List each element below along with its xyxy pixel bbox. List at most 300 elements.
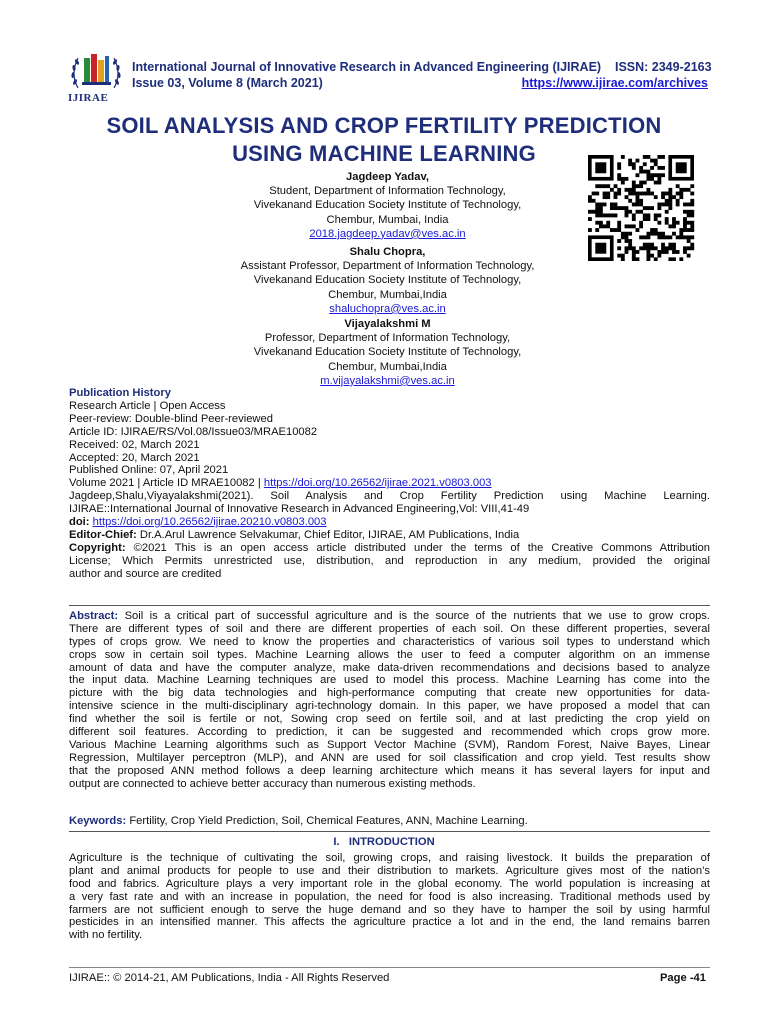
issue-info: Issue 03, Volume 8 (March 2021) [132, 76, 323, 90]
qr-module [588, 217, 592, 221]
qr-module [632, 213, 636, 217]
qr-module [650, 177, 654, 181]
qr-module [657, 250, 661, 254]
qr-module [657, 203, 661, 207]
qr-module [599, 203, 603, 207]
qr-module [599, 206, 603, 210]
qr-module [650, 246, 654, 250]
qr-module [646, 192, 650, 196]
introduction-line: Agriculture is the technique of cultivating the soil, growing crops, and raising livestock. It builds the preparation of [69, 852, 710, 864]
qr-module [617, 177, 621, 181]
qr-module [690, 228, 694, 232]
qr-module [672, 257, 676, 261]
qr-module [661, 232, 665, 236]
abstract-line [69, 649, 710, 662]
qr-module [650, 243, 654, 247]
qr-module [668, 224, 672, 228]
qr-module [690, 199, 694, 203]
paper-title-line-1: SOIL ANALYSIS AND CROP FERTILITY PREDICTION [106, 113, 662, 138]
qr-module [614, 213, 618, 217]
qr-module [676, 203, 680, 207]
qr-module [668, 235, 672, 239]
abstract [69, 610, 710, 790]
qr-module [614, 206, 618, 210]
journal-name: International Journal of Innovative Research in Advanced Engineering (IJIRAE) ISSN: 2349-2163 [132, 60, 712, 74]
qr-module [636, 173, 640, 177]
qr-module [599, 210, 603, 214]
qr-module [690, 243, 694, 247]
doi-line [69, 516, 710, 529]
qr-module [595, 192, 599, 196]
author-location: Chembur, Mumbai,India [328, 288, 447, 301]
qr-module [614, 203, 618, 207]
qr-module [665, 246, 669, 250]
qr-module [643, 181, 647, 185]
volume-text: Volume 2021 | Article ID MRAE10082 | [69, 477, 264, 490]
qr-module [595, 184, 599, 188]
qr-module [636, 195, 640, 199]
author-name: Vijayalakshmi M [344, 318, 431, 330]
qr-module [661, 192, 665, 196]
qr-module [650, 232, 654, 236]
qr-module [632, 250, 636, 254]
abstract-line [69, 687, 710, 700]
logo-text: IJIRAE [68, 92, 109, 104]
qr-module [672, 246, 676, 250]
qr-module [617, 188, 621, 192]
qr-module [646, 155, 650, 159]
qr-module [654, 257, 658, 261]
qr-module [676, 199, 680, 203]
qr-module [606, 224, 610, 228]
author-role: Student, Department of Information Technology, [269, 185, 506, 198]
section-divider [69, 831, 710, 832]
qr-module [617, 173, 621, 177]
qr-module [679, 195, 683, 199]
qr-module [657, 232, 661, 236]
qr-module [617, 239, 621, 243]
qr-module [654, 217, 658, 221]
article-id: Article ID: IJIRAE/RS/Vol.08/Issue03/MRAE10082 [69, 425, 318, 438]
qr-module [683, 217, 687, 221]
qr-module [654, 159, 658, 163]
qr-module [668, 192, 672, 196]
qr-module [654, 246, 658, 250]
qr-module [625, 246, 629, 250]
qr-module [606, 184, 610, 188]
qr-module [628, 192, 632, 196]
qr-module [687, 210, 691, 214]
qr-module [636, 257, 640, 261]
qr-module [657, 206, 661, 210]
qr-module [617, 192, 621, 196]
qr-module [690, 192, 694, 196]
qr-module [632, 166, 636, 170]
qr-module [625, 213, 629, 217]
qr-module [599, 213, 603, 217]
qr-module [632, 217, 636, 221]
abstract-text: the input data. Machine Learning techniques are used to model this process. Machine Learning has come into the [69, 674, 710, 687]
qr-module [690, 246, 694, 250]
qr-module [643, 155, 647, 159]
publication-history [69, 387, 710, 581]
qr-module [606, 221, 610, 225]
qr-module [621, 254, 625, 258]
qr-module [621, 235, 625, 239]
qr-module [592, 192, 596, 196]
qr-module [654, 232, 658, 236]
qr-module [625, 239, 629, 243]
qr-module [665, 217, 669, 221]
qr-module [636, 203, 640, 207]
qr-module [599, 224, 603, 228]
qr-module [657, 155, 661, 159]
qr-module [646, 232, 650, 236]
qr-module [639, 181, 643, 185]
volume-line [69, 477, 710, 490]
introduction-line: farmers are not sufficient enough to serve the huge demand and so they have to hamper the soil by using harmful [69, 903, 710, 916]
abstract-text: types of crops grow. We need to know the properties and characteristics of various soil types to understand which [69, 635, 710, 648]
qr-module [687, 221, 691, 225]
qr-module [683, 228, 687, 232]
qr-module [665, 221, 669, 225]
introduction-line: food and fabrics. Agriculture plays a very important role in the global economy. The world population is increasing at [69, 877, 710, 890]
qr-module [643, 206, 647, 210]
qr-module [643, 192, 647, 196]
abstract-text: amount of data and have the computer analyze, make data-driven recommendations and decisions based to analyze [69, 661, 710, 674]
author-email[interactable]: m.vijayalakshmi@ves.ac.in [320, 374, 455, 387]
qr-finder-pattern [595, 243, 606, 254]
qr-module [654, 228, 658, 232]
introduction-body [69, 852, 710, 942]
qr-module [643, 246, 647, 250]
qr-module [595, 213, 599, 217]
qr-module [588, 228, 592, 232]
copyright-line-3: author and source are credited [69, 567, 222, 580]
qr-module [610, 203, 614, 207]
qr-module [683, 235, 687, 239]
qr-module [661, 203, 665, 207]
qr-module [614, 195, 618, 199]
qr-module [628, 243, 632, 247]
qr-module [636, 250, 640, 254]
introduction-line: pesticides in an intensified manner. This affects the agriculture practice a lot and in the end, the land remains barren [69, 916, 710, 929]
qr-module [679, 235, 683, 239]
qr-module [588, 210, 592, 214]
qr-module [683, 221, 687, 225]
qr-module [643, 213, 647, 217]
qr-module [657, 221, 661, 225]
abstract-text: intensive science in the multi-disciplinary agri-technology domain. In this paper, we have proposed a model that can [69, 700, 710, 713]
qr-module [595, 206, 599, 210]
qr-module [657, 235, 661, 239]
paper-title-line-2: USING MACHINE LEARNING [232, 141, 536, 166]
doi-link[interactable]: https://doi.org/10.26562/ijirae.20210.v0803.003 [92, 516, 327, 529]
qr-module [632, 254, 636, 258]
author-location: Chembur, Mumbai,India [328, 360, 447, 373]
qr-module [683, 250, 687, 254]
qr-module [614, 228, 618, 232]
qr-module [690, 203, 694, 207]
introduction-line: a very fast rate and with an increase in population, the need for food is also increasing. Traditional methods used by [69, 890, 710, 903]
qr-module [683, 188, 687, 192]
qr-module [679, 192, 683, 196]
qr-module [614, 192, 618, 196]
qr-module [595, 210, 599, 214]
qr-module [646, 177, 650, 181]
qr-module [687, 203, 691, 207]
qr-module [650, 206, 654, 210]
editor-label: Editor-Chief: [69, 528, 140, 541]
qr-module [617, 206, 621, 210]
qr-finder-pattern [595, 162, 606, 173]
qr-module [595, 228, 599, 232]
citation-line-2: IJIRAE::International Journal of Innovative Research in Advanced Engineering,Vol: VIII,41-49 [69, 503, 530, 516]
qr-module [632, 224, 636, 228]
author-block-1 [190, 170, 585, 241]
qr-module [639, 166, 643, 170]
qr-module [683, 203, 687, 207]
abstract-text: There are different types of soil and there are different properties of each soil. On these different properties, several [69, 622, 710, 635]
qr-module [625, 177, 629, 181]
qr-module [646, 257, 650, 261]
qr-module [621, 232, 625, 236]
qr-module [621, 155, 625, 159]
qr-module [646, 217, 650, 221]
abstract-line [69, 662, 710, 675]
qr-module [676, 235, 680, 239]
qr-module [603, 224, 607, 228]
editor-line [69, 529, 710, 542]
qr-module [610, 228, 614, 232]
qr-module [661, 173, 665, 177]
qr-module [676, 221, 680, 225]
page-number: Page -41 [659, 972, 706, 984]
qr-module [683, 246, 687, 250]
author-location: Chembur, Mumbai, India [326, 213, 449, 226]
qr-module [625, 232, 629, 236]
qr-module [687, 239, 691, 243]
qr-module [690, 235, 694, 239]
qr-module [665, 235, 669, 239]
abstract-line [69, 765, 710, 778]
qr-module [679, 228, 683, 232]
qr-module [661, 250, 665, 254]
qr-module [687, 188, 691, 192]
qr-module [643, 162, 647, 166]
qr-module [665, 203, 669, 207]
qr-module [646, 243, 650, 247]
qr-module [665, 192, 669, 196]
author-institute: Vivekanand Education Society Institute of Technology, [253, 274, 522, 287]
qr-module [632, 181, 636, 185]
qr-module [690, 210, 694, 214]
qr-finder-pattern [676, 162, 687, 173]
published-date: Published Online: 07, April 2021 [69, 464, 229, 477]
qr-module [610, 206, 614, 210]
qr-module [628, 232, 632, 236]
qr-module [621, 181, 625, 185]
qr-module [606, 192, 610, 196]
qr-module [617, 246, 621, 250]
qr-module [657, 213, 661, 217]
abstract-line [69, 778, 710, 791]
qr-module [625, 195, 629, 199]
qr-module [639, 184, 643, 188]
copyright-line-2: License; Which Permits unrestricted use, distribution, and reproduction in any medium, provided the original [69, 554, 710, 567]
abstract-label: Abstract: [69, 610, 125, 622]
author-institute: Vivekanand Education Society Institute of Technology, [253, 346, 522, 359]
abstract-line [69, 726, 710, 739]
qr-module [625, 188, 629, 192]
qr-module [588, 195, 592, 199]
keywords [69, 815, 528, 827]
copyright-label: Copyright: [69, 541, 134, 554]
qr-module [639, 199, 643, 203]
qr-module [606, 213, 610, 217]
qr-module [668, 203, 672, 207]
qr-module [650, 254, 654, 258]
qr-module [636, 228, 640, 232]
abstract-line [69, 752, 710, 765]
abstract-line [69, 739, 710, 752]
qr-module [639, 221, 643, 225]
qr-module [690, 224, 694, 228]
qr-module [665, 210, 669, 214]
qr-module [687, 213, 691, 217]
author-institute: Vivekanand Education Society Institute of Technology, [253, 199, 522, 212]
qr-module [687, 254, 691, 258]
qr-module [632, 257, 636, 261]
qr-module [690, 221, 694, 225]
qr-module [687, 228, 691, 232]
qr-module [676, 250, 680, 254]
qr-module [639, 224, 643, 228]
qr-module [617, 166, 621, 170]
qr-module [665, 199, 669, 203]
abstract-text: Various Machine Learning algorithms such as Support Vector Machine (SVM), Random Forest, Naive Bayes, Linear [69, 738, 710, 751]
qr-module [650, 192, 654, 196]
qr-module [657, 181, 661, 185]
abstract-text: crops sow in certain soil types. Machine Learning allows the user to feed a computer algorithm on an immense [69, 648, 710, 661]
qr-module [672, 250, 676, 254]
qr-module [599, 221, 603, 225]
qr-module [628, 199, 632, 203]
volume-doi-link[interactable]: https://doi.org/10.26562/ijirae.2021.v0803.003 [263, 477, 492, 490]
qr-module [632, 162, 636, 166]
received-date: Received: 02, March 2021 [69, 438, 200, 451]
qr-module [636, 184, 640, 188]
qr-module [654, 173, 658, 177]
author-role: Assistant Professor, Department of Information Technology, [240, 260, 535, 273]
qr-module [646, 188, 650, 192]
qr-module [628, 162, 632, 166]
qr-module [672, 221, 676, 225]
qr-module [625, 206, 629, 210]
qr-module [679, 257, 683, 261]
abstract-text: different soil features. According to prediction, it can be suggested and recommended which crops grow more. [69, 726, 710, 739]
qr-module [668, 206, 672, 210]
qr-module [646, 213, 650, 217]
qr-module [668, 246, 672, 250]
qr-module [668, 199, 672, 203]
qr-module [646, 173, 650, 177]
editor-name: Dr.A.Arul Lawrence Selvakumar, Chief Editor, IJIRAE, AM Publications, India [139, 528, 520, 541]
accepted-date: Accepted: 20, March 2021 [69, 451, 200, 464]
qr-module [654, 213, 658, 217]
author-email[interactable]: 2018.jagdeep.yadav@ves.ac.in [309, 227, 466, 240]
qr-module [657, 254, 661, 258]
qr-module [606, 195, 610, 199]
author-name: Shalu Chopra, [349, 246, 426, 258]
qr-module [625, 235, 629, 239]
abstract-text: find whether the soil is fertile or not, Sowing crop seed on fertile soil, and at last predicting the crop yield on [69, 713, 710, 726]
article-type: Research Article | Open Access [69, 399, 226, 412]
qr-module [646, 254, 650, 258]
qr-module [592, 199, 596, 203]
abstract-line [69, 610, 710, 623]
qr-module [628, 246, 632, 250]
abstract-line [69, 636, 710, 649]
qr-module [636, 192, 640, 196]
footer-copyright: IJIRAE:: © 2014-21, AM Publications, India - All Rights Reserved [69, 972, 390, 984]
qr-module [636, 199, 640, 203]
author-email[interactable]: shaluchopra@ves.ac.in [329, 302, 446, 315]
qr-module [679, 188, 683, 192]
introduction-line: with no fertility. [69, 929, 143, 942]
qr-module [610, 188, 614, 192]
archives-link[interactable]: https://www.ijirae.com/archives [521, 76, 708, 90]
qr-module [654, 181, 658, 185]
qr-module [643, 170, 647, 174]
qr-module [603, 184, 607, 188]
qr-module [603, 213, 607, 217]
qr-module [676, 184, 680, 188]
introduction-line: plant and animal products for people to use and their distribution to markets. Agriculture gives most of the nation’s [69, 864, 710, 877]
qr-module [661, 166, 665, 170]
qr-module [639, 246, 643, 250]
qr-module [636, 210, 640, 214]
qr-module [628, 224, 632, 228]
qr-module [639, 235, 643, 239]
abstract-text: Soil is a critical part of successful agriculture and is the source of the nutrients that we use to grow crops. [124, 610, 710, 622]
author-block-3 [190, 317, 585, 388]
qr-module [617, 162, 621, 166]
qr-module [646, 235, 650, 239]
qr-module [687, 246, 691, 250]
qr-module [646, 206, 650, 210]
qr-module [690, 184, 694, 188]
qr-module [610, 213, 614, 217]
journal-logo [66, 44, 126, 106]
qr-module [654, 162, 658, 166]
qr-module [614, 184, 618, 188]
qr-module [650, 228, 654, 232]
qr-module [668, 195, 672, 199]
qr-module [632, 246, 636, 250]
author-role: Professor, Department of Information Technology, [264, 332, 511, 345]
qr-module [632, 184, 636, 188]
qr-module [654, 195, 658, 199]
qr-module [643, 217, 647, 221]
qr-module [643, 235, 647, 239]
qr-module [603, 195, 607, 199]
footer-divider [69, 967, 710, 968]
abstract-text: that the proposed ANN method follows a deep learning architecture which means it has several layers for input and [69, 764, 710, 777]
qr-module [650, 159, 654, 163]
qr-module [683, 224, 687, 228]
doi-label: doi: [69, 516, 93, 529]
